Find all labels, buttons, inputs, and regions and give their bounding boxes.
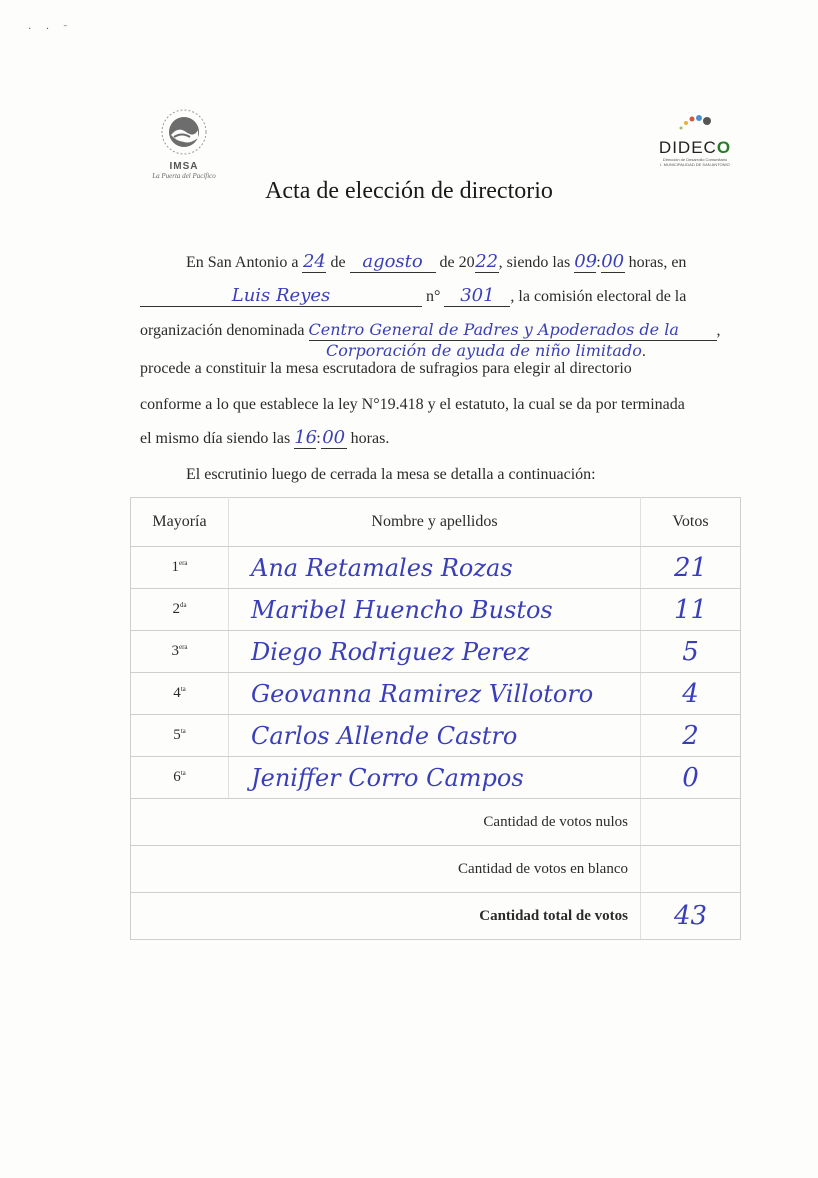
votes-cell [641, 673, 741, 715]
line2-text-2: , la comisión electoral de la [510, 288, 687, 305]
didec-sub2: I. MUNICIPALIDAD DE SAN ANTONIO [660, 162, 730, 167]
rank-number: 3 [171, 643, 179, 659]
rank-suffix: ta [180, 769, 186, 777]
results-table [130, 497, 741, 940]
line7-text-2: horas. [346, 430, 390, 447]
total-votes-label: Cantidad total de votos [131, 893, 641, 940]
number-field [444, 286, 510, 307]
votes-cell [641, 757, 741, 799]
header-votes: Votos [641, 498, 741, 547]
rank-suffix: da [179, 601, 187, 609]
para-line-6: conforme a lo que establece la ley N°19.418 y el estatuto, la cual se da por terminada [140, 396, 685, 413]
line1-text-5: horas, en [624, 254, 687, 271]
rank-cell [131, 631, 229, 673]
candidate-votes: 2 [682, 720, 699, 751]
total-votes-number: 43 [673, 901, 708, 931]
year-field [475, 252, 499, 273]
rank-number: 4 [173, 685, 181, 701]
rank-suffix: era [178, 643, 188, 651]
start-min-field [601, 252, 625, 273]
place-field [140, 286, 422, 307]
total-votes-value [641, 893, 741, 940]
blank-votes-row [131, 846, 741, 893]
candidate-name: Jeniffer Corro Campos [251, 763, 524, 792]
candidate-name: Maribel Huencho Bustos [251, 595, 553, 624]
end-min-value: 00 [322, 427, 346, 448]
blank-votes-label: Cantidad de votos en blanco [131, 846, 641, 893]
rank-suffix: ta [180, 727, 186, 735]
line3-comma: , [716, 322, 721, 339]
scan-specks: · · ˉ [28, 24, 73, 35]
rank-suffix: ta [180, 685, 186, 693]
header-rank: Mayoría [131, 498, 229, 547]
start-time-colon: : [596, 254, 601, 271]
rank-number: 5 [173, 727, 181, 743]
start-hour-value: 09 [574, 251, 598, 272]
votes-cell [641, 715, 741, 757]
rank-suffix: era [178, 559, 188, 567]
header-name: Nombre y apellidos [229, 498, 641, 547]
imsa-brand: IMSA [169, 161, 199, 172]
table-row [131, 547, 741, 589]
para-line-5: procede a constituir la mesa escrutadora de sufragios para elegir al directorio [140, 360, 632, 377]
line1-text-4: , siendo las [498, 254, 575, 271]
candidate-name-cell [229, 589, 641, 631]
start-min-value: 00 [601, 251, 625, 272]
end-hour-value: 16 [294, 427, 318, 448]
end-time-colon: : [316, 430, 321, 447]
end-min-field [321, 428, 347, 449]
scrutiny-intro: El escrutinio luego de cerrada la mesa se detalla a continuación: [186, 466, 596, 483]
candidate-name-cell [229, 757, 641, 799]
null-votes-row [131, 799, 741, 846]
candidate-name: Carlos Allende Castro [251, 721, 518, 750]
end-hour-field [294, 428, 316, 449]
day-value: 24 [302, 251, 326, 272]
start-hour-field [574, 252, 596, 273]
rank-cell [131, 589, 229, 631]
table-row [131, 757, 741, 799]
candidate-name: Ana Retamales Rozas [251, 553, 513, 582]
null-votes-value [641, 799, 741, 846]
line2-text-1: n° [422, 288, 441, 305]
candidate-name: Diego Rodriguez Perez [251, 637, 530, 666]
table-row [131, 715, 741, 757]
rank-number: 2 [172, 601, 180, 617]
month-value: agosto [362, 251, 423, 272]
candidate-votes: 0 [682, 762, 699, 793]
didec-brand-o: O [716, 138, 732, 157]
line3-text-1: organización denominada [140, 322, 309, 339]
place-value: Luis Reyes [231, 285, 331, 306]
para-line-2 [140, 286, 732, 308]
line4-dot: . [641, 343, 646, 360]
imsa-slogan: La Puerta del Pacífico [152, 172, 216, 180]
candidate-name-cell [229, 715, 641, 757]
candidate-name: Geovanna Ramirez Villotoro [251, 679, 594, 708]
org-field-1 [309, 320, 717, 341]
votes-cell [641, 631, 741, 673]
table-row [131, 589, 741, 631]
candidate-name-cell [229, 631, 641, 673]
table-row [131, 631, 741, 673]
candidate-votes: 4 [682, 678, 699, 709]
rank-cell [131, 715, 229, 757]
line1-text-2: de [326, 254, 350, 271]
month-field [350, 252, 436, 273]
blank-votes-value [641, 846, 741, 893]
votes-cell [641, 547, 741, 589]
didec-dots-icon [675, 112, 715, 134]
para-line-3 [140, 320, 732, 342]
line1-text-1: En San Antonio a [186, 254, 303, 271]
table-row [131, 673, 741, 715]
didec-sub1: Dirección de Desarrollo Comunitario [662, 157, 728, 162]
candidate-votes: 5 [682, 636, 699, 667]
total-votes-row [131, 893, 741, 940]
didec-brand [640, 139, 750, 157]
page-title: Acta de elección de directorio [265, 178, 553, 204]
votes-cell [641, 589, 741, 631]
org-value-2: Corporación de ayuda de niño limitado [326, 341, 642, 360]
para-line-7 [140, 428, 732, 450]
org-value-1: Centro General de Padres y Apoderados de la [308, 320, 679, 339]
rank-number: 1 [171, 559, 179, 575]
rank-cell [131, 757, 229, 799]
day-field [302, 252, 326, 273]
rank-number: 6 [173, 769, 181, 785]
rank-cell [131, 673, 229, 715]
didec-logo [640, 112, 750, 167]
imsa-logo [138, 108, 230, 180]
didec-brand-prefix: DIDEC [658, 138, 717, 157]
candidate-name-cell [229, 547, 641, 589]
candidate-name-cell [229, 673, 641, 715]
para-line-1 [186, 252, 736, 274]
rank-cell [131, 547, 229, 589]
candidate-votes: 21 [673, 552, 708, 583]
number-value: 301 [460, 285, 495, 306]
table-header-row [131, 498, 741, 547]
null-votes-label: Cantidad de votos nulos [131, 799, 641, 846]
line1-text-3: de 20 [435, 254, 475, 271]
imsa-emblem-icon [160, 108, 208, 156]
line7-text-1: el mismo día siendo las [140, 430, 295, 447]
candidate-votes: 11 [673, 594, 708, 625]
year-value: 22 [475, 251, 499, 272]
